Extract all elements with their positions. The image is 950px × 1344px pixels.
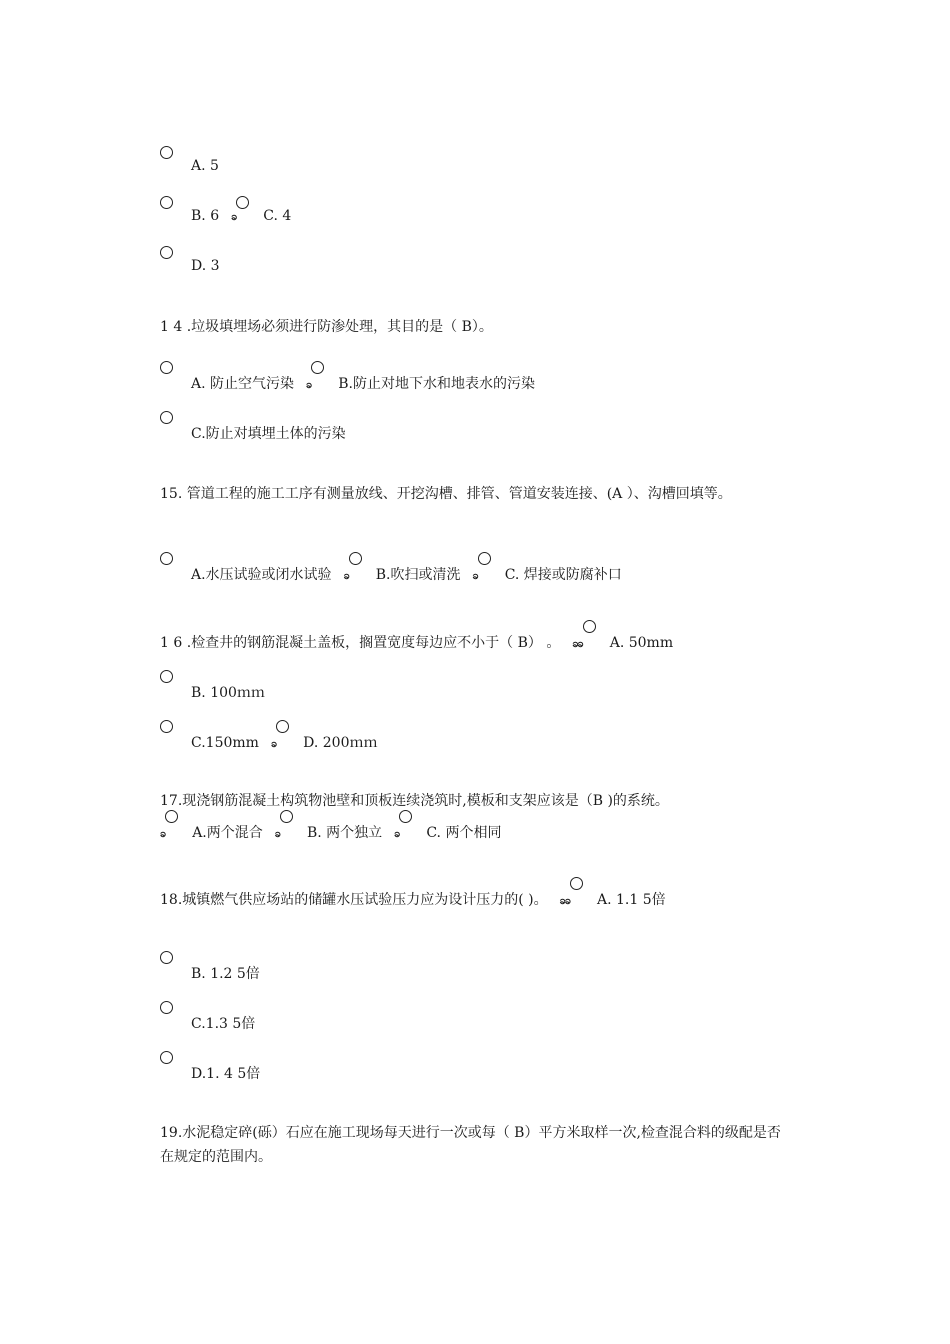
q13-option-a[interactable] <box>160 158 219 174</box>
option-label: A. 1.1 5倍 <box>597 892 666 908</box>
question-19: 19.水泥稳定碎(砾）石应在施工现场每天进行一次或每（ B）平方米取样一次,检查混合料的级配是否在规定的范围内。 <box>160 1125 781 1165</box>
option-label: B. 6 <box>191 208 220 224</box>
bullet-mark-icon: ခ <box>472 569 478 582</box>
question-18: 18.城镇燃气供应场站的储罐水压试验压力应为设计压力的( )。 <box>160 892 548 908</box>
q13-option-b-c[interactable] <box>160 208 291 226</box>
option-label: D.1. 4 5倍 <box>191 1066 261 1082</box>
bullet-mark-icon: ခ <box>270 737 277 750</box>
option-label: D. 200ｍｍ <box>303 735 378 751</box>
q18-option-d[interactable] <box>160 1063 260 1083</box>
q16-option-b[interactable] <box>160 682 265 702</box>
radio-circle-icon[interactable] <box>165 810 178 823</box>
q15-options[interactable] <box>160 564 622 585</box>
radio-circle-icon[interactable] <box>160 146 173 159</box>
q17-options[interactable] <box>160 822 501 843</box>
radio-circle-icon[interactable] <box>160 246 173 259</box>
option-label: D. 3 <box>191 258 220 274</box>
q14-option-c[interactable] <box>160 423 346 443</box>
radio-circle-icon[interactable] <box>160 552 173 565</box>
option-label: B. 1.2 5倍 <box>191 966 260 982</box>
question-18-row <box>160 889 666 910</box>
bullet-mark-icon: ခခ <box>559 894 571 907</box>
radio-circle-icon[interactable] <box>160 196 173 209</box>
option-label: C.防止对填埋土体的污染 <box>191 426 346 442</box>
option-label: C. 焊接或防腐补口 <box>504 567 622 583</box>
radio-circle-icon[interactable] <box>160 670 173 683</box>
radio-circle-icon[interactable] <box>276 720 289 733</box>
radio-circle-icon[interactable] <box>236 196 249 209</box>
question-15: 15. 管道工程的施工工序有测量放线、开挖沟槽、排管、管道安装连接、(A ）、沟槽回填等。 <box>160 486 732 502</box>
radio-circle-icon[interactable] <box>160 1051 173 1064</box>
radio-circle-icon[interactable] <box>160 1001 173 1014</box>
radio-circle-icon[interactable] <box>160 951 173 964</box>
q18-option-c[interactable] <box>160 1013 255 1033</box>
q18-option-b[interactable] <box>160 963 260 983</box>
option-label: C.1.3 5倍 <box>191 1016 256 1032</box>
question-16-row <box>160 632 673 653</box>
question-14: 1 4 .垃圾填埋场必须进行防渗处理，其目的是（ B）。 <box>160 319 493 335</box>
bullet-mark-icon: ခ <box>343 569 349 582</box>
bullet-mark-icon: ခ <box>274 827 280 840</box>
radio-circle-icon[interactable] <box>478 552 491 565</box>
question-17: 17.现浇钢筋混凝土构筑物池壁和顶板连续浇筑时,模板和支架应该是（B )的系统。 <box>160 793 669 809</box>
option-label: B.防止对地下水和地表水的污染 <box>338 376 535 392</box>
bullet-mark-icon: ခ <box>231 210 237 223</box>
bullet-mark-icon: ခ <box>306 378 312 391</box>
option-label: B. 两个独立 <box>306 825 383 841</box>
question-16: 1 6 .检查井的钢筋混凝土盖板，搁置宽度每边应不小于（ B） 。 <box>160 635 561 651</box>
radio-circle-icon[interactable] <box>160 411 173 424</box>
option-label: A. 防止空气污染 <box>191 376 295 392</box>
option-label: A.水压试验或闭水试验 <box>191 567 332 583</box>
option-label: A.两个混合 <box>192 825 263 841</box>
option-label: C.150mm <box>191 735 259 751</box>
radio-circle-icon[interactable] <box>583 620 596 633</box>
option-label: B. 100ｍｍ <box>191 685 265 701</box>
option-label: C. 4 <box>263 208 292 224</box>
bullet-mark-icon: ခ <box>160 827 166 840</box>
option-label: C. 两个相同 <box>426 825 502 841</box>
radio-circle-icon[interactable] <box>280 810 293 823</box>
q13-option-d[interactable] <box>160 258 220 274</box>
option-label: A. 5 <box>191 158 219 174</box>
q16-option-c-d[interactable] <box>160 732 377 753</box>
option-label: B.吹扫或清洗 <box>375 567 461 583</box>
radio-circle-icon[interactable] <box>570 877 583 890</box>
q14-option-a-b[interactable] <box>160 373 535 394</box>
radio-circle-icon[interactable] <box>311 361 324 374</box>
radio-circle-icon[interactable] <box>160 361 173 374</box>
bullet-mark-icon: ခ <box>394 827 400 840</box>
bullet-mark-icon: ခခ <box>572 637 583 650</box>
radio-circle-icon[interactable] <box>399 810 412 823</box>
option-label: A. 50mm <box>609 635 674 651</box>
radio-circle-icon[interactable] <box>160 720 173 733</box>
radio-circle-icon[interactable] <box>349 552 362 565</box>
